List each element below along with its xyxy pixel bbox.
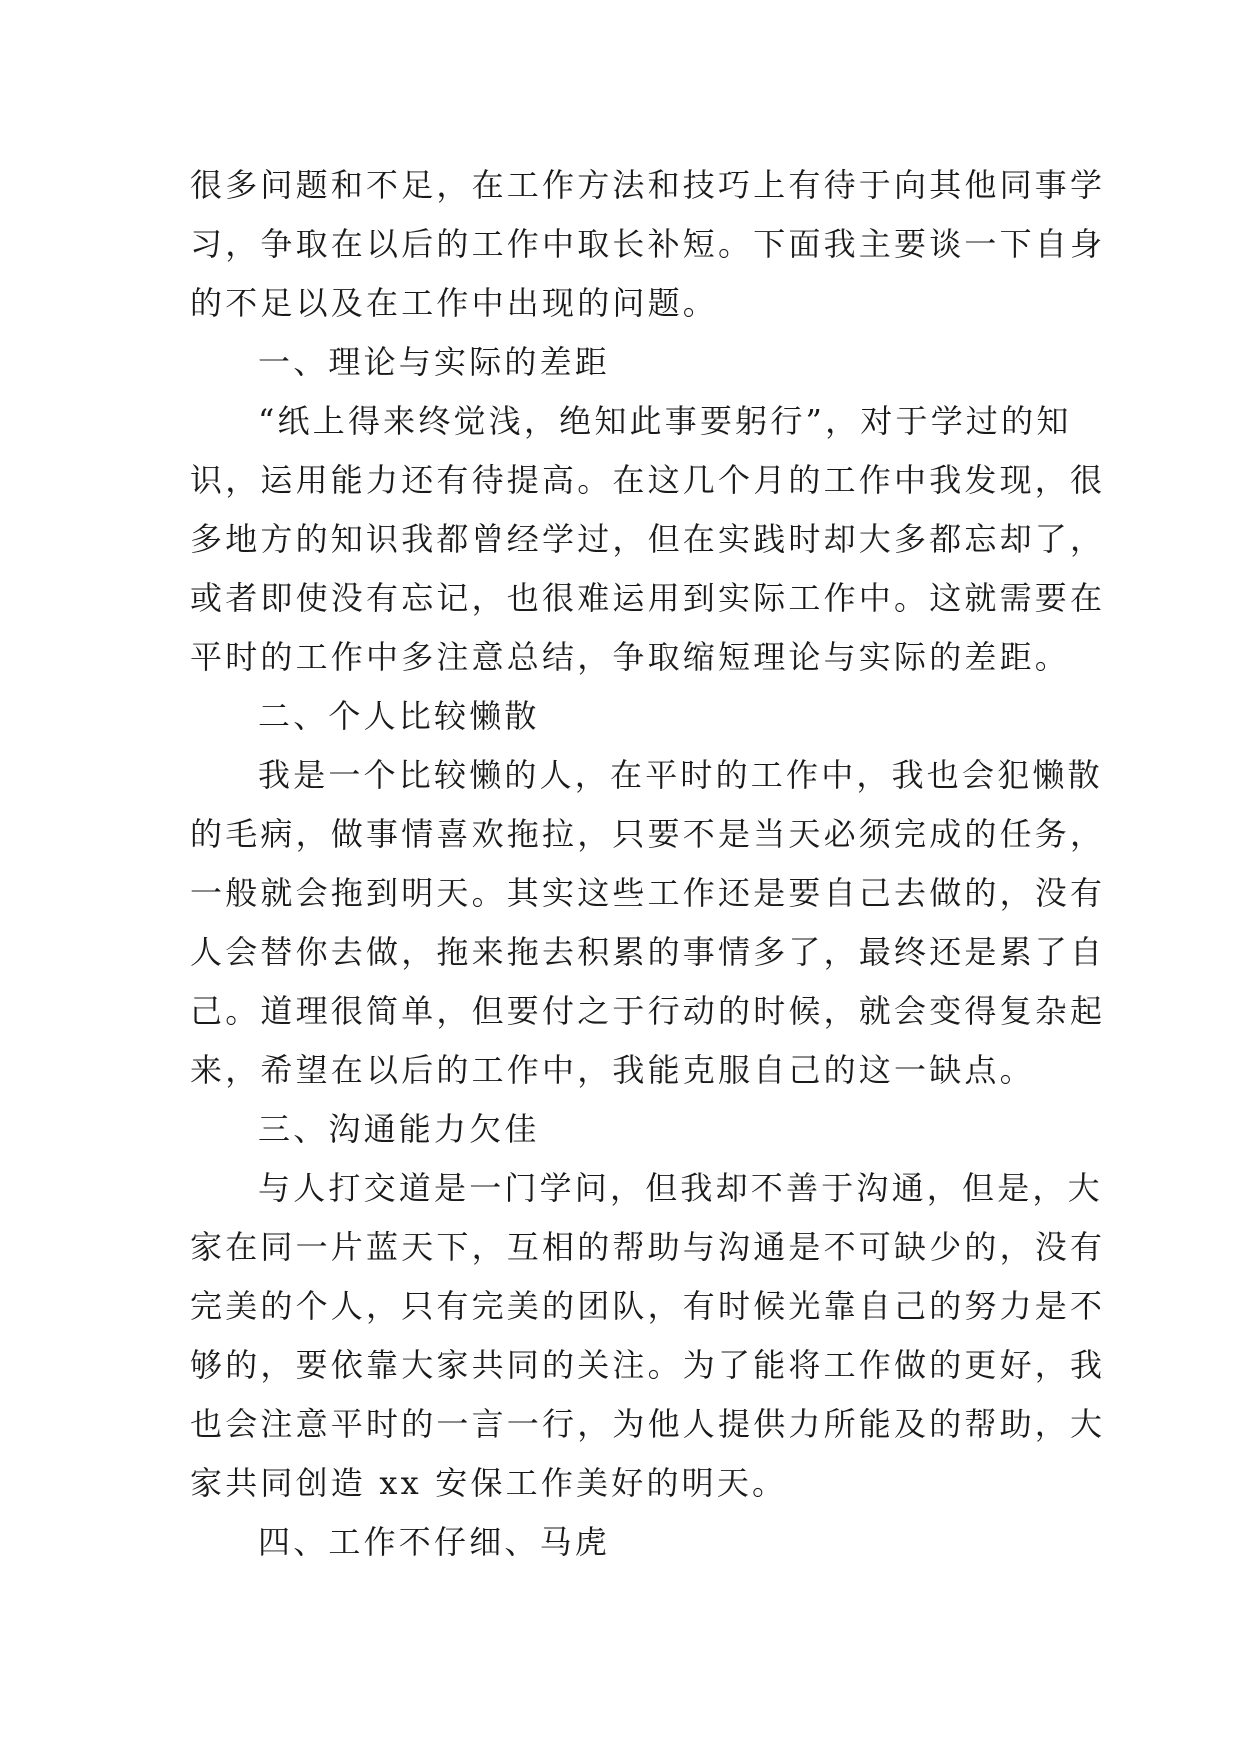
paragraph-line: 也会注意平时的一言一行，为他人提供力所能及的帮助，大 (190, 1405, 1106, 1443)
paragraph-line: 来，希望在以后的工作中，我能克服自己的这一缺点。 (190, 1051, 1035, 1089)
paragraph-line: 与人打交道是一门学问，但我却不善于沟通，但是，大 (258, 1169, 1103, 1207)
document-page (190, 156, 1106, 1572)
paragraph-line: 己。道理很简单，但要付之于行动的时候，就会变得复杂起 (190, 992, 1106, 1030)
paragraph-line: 的不足以及在工作中出现的问题。 (190, 284, 719, 322)
paragraph-line: 平时的工作中多注意总结，争取缩短理论与实际的差距。 (190, 638, 1071, 676)
paragraph-line: 一般就会拖到明天。其实这些工作还是要自己去做的，没有 (190, 874, 1106, 912)
paragraph-line: 完美的个人，只有完美的团队，有时候光靠自己的努力是不 (190, 1287, 1106, 1325)
paragraph-line: 很多问题和不足，在工作方法和技巧上有待于向其他同事学 (190, 166, 1106, 204)
paragraph-line: 家共同创造 xx 安保工作美好的明天。 (190, 1464, 788, 1502)
paragraph-line: 或者即使没有忘记，也很难运用到实际工作中。这就需要在 (190, 579, 1106, 617)
section-heading: 一、理论与实际的差距 (258, 343, 611, 381)
section-heading: 三、沟通能力欠佳 (258, 1110, 540, 1148)
paragraph-line: 识，运用能力还有待提高。在这几个月的工作中我发现，很 (190, 461, 1106, 499)
paragraph-line: 的毛病，做事情喜欢拖拉，只要不是当天必须完成的任务， (190, 815, 1106, 853)
paragraph-line: 够的，要依靠大家共同的关注。为了能将工作做的更好，我 (190, 1346, 1106, 1384)
paragraph-line: 家在同一片蓝天下，互相的帮助与沟通是不可缺少的，没有 (190, 1228, 1106, 1266)
paragraph-line: 我是一个比较懒的人，在平时的工作中，我也会犯懒散 (258, 756, 1103, 794)
section-heading: 四、工作不仔细、马虎 (258, 1523, 611, 1561)
section-heading: 二、个人比较懒散 (258, 697, 540, 735)
paragraph-line: 人会替你去做，拖来拖去积累的事情多了，最终还是累了自 (190, 933, 1106, 971)
paragraph-line: “纸上得来终觉浅，绝知此事要躬行”，对于学过的知 (258, 402, 1072, 440)
paragraph-line: 习，争取在以后的工作中取长补短。下面我主要谈一下自身 (190, 225, 1106, 263)
paragraph-line: 多地方的知识我都曾经学过，但在实践时却大多都忘却了， (190, 520, 1106, 558)
